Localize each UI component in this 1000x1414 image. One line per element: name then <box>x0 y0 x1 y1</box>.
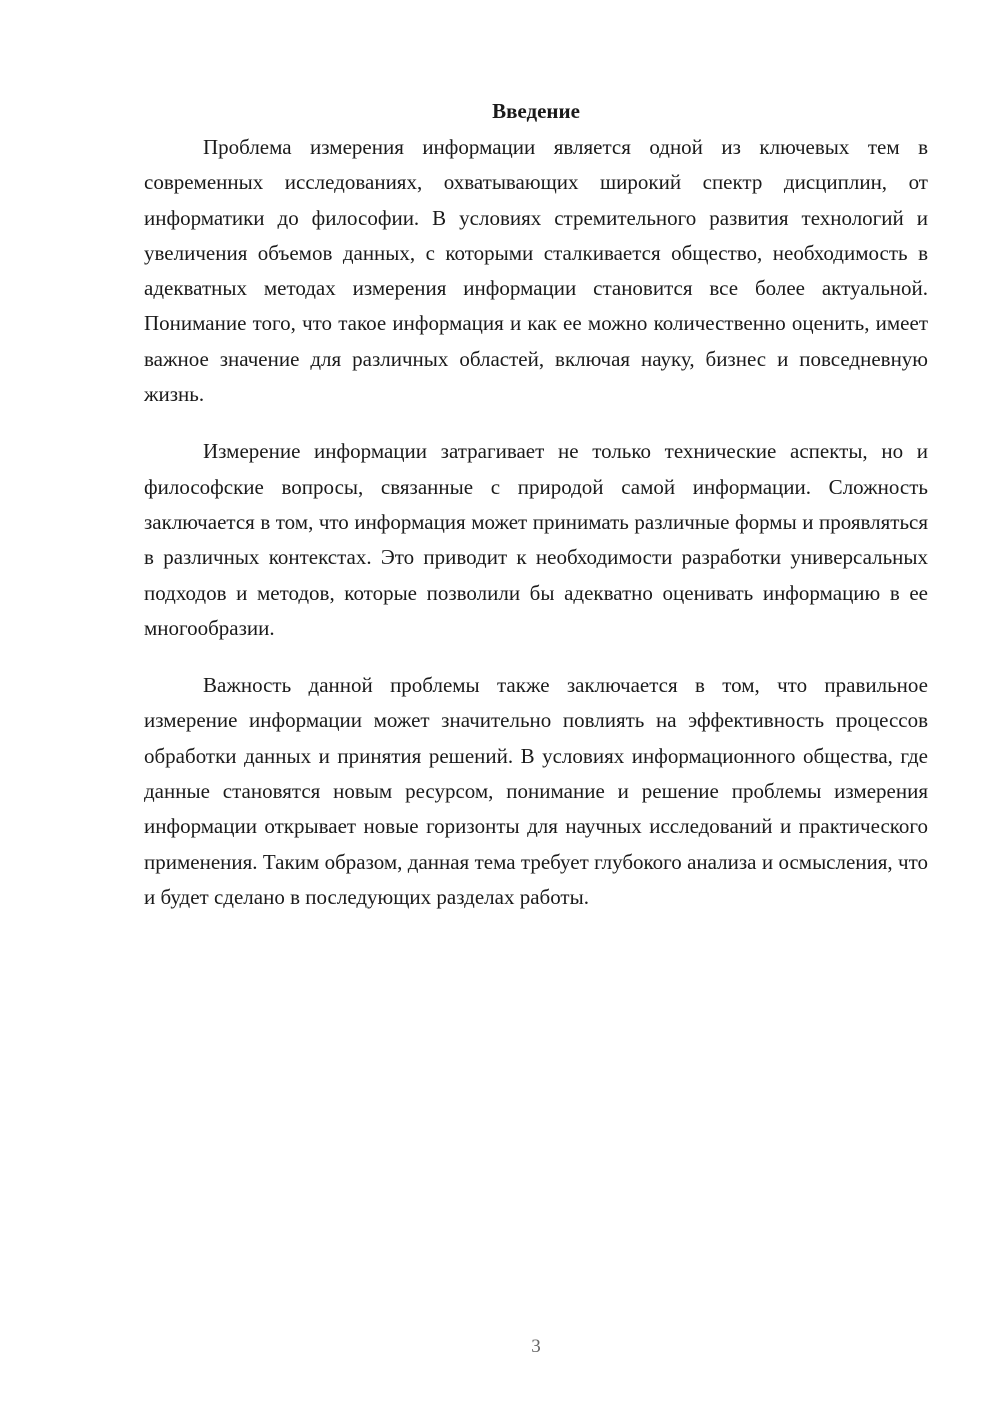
page-content <box>144 96 928 937</box>
paragraph-3: Важность данной проблемы также заключается в том, что правильное измерение информации может значительно повлиять на эффективность процессов обработки данных и принятия решений. В условиях информационного общества, где данные становятся новым ресурсом, понимание и решение проблемы измерения информации открывает новые горизонты для научных исследований и практического применения. Таким образом, данная тема требует глубокого анализа и осмысления, что и будет сделано в последующих разделах работы. <box>144 673 928 909</box>
paragraph-1: Проблема измерения информации является одной из ключевых тем в современных исследованиях, охватывающих широкий спектр дисциплин, от информатики до философии. В условиях стремительного развития технологий и увеличения объемов данных, с которыми сталкивается общество, необходимость в адекватных методах измерения информации становится все более актуальной. Понимание того, что такое информация и как ее можно количественно оценить, имеет важное значение для различных областей, включая науку, бизнес и повседневную жизнь. <box>144 135 928 407</box>
section-heading: Введение <box>492 99 580 123</box>
page-number: 3 <box>531 1336 541 1357</box>
paragraph-2: Измерение информации затрагивает не только технические аспекты, но и философские вопросы, связанные с природой самой информации. Сложность заключается в том, что информация может принимать различные формы и проявляться в различных контекстах. Это приводит к необходимости разработки универсальных подходов и методов, которые позволили бы адекватно оценивать информацию в ее многообразии. <box>144 439 928 640</box>
